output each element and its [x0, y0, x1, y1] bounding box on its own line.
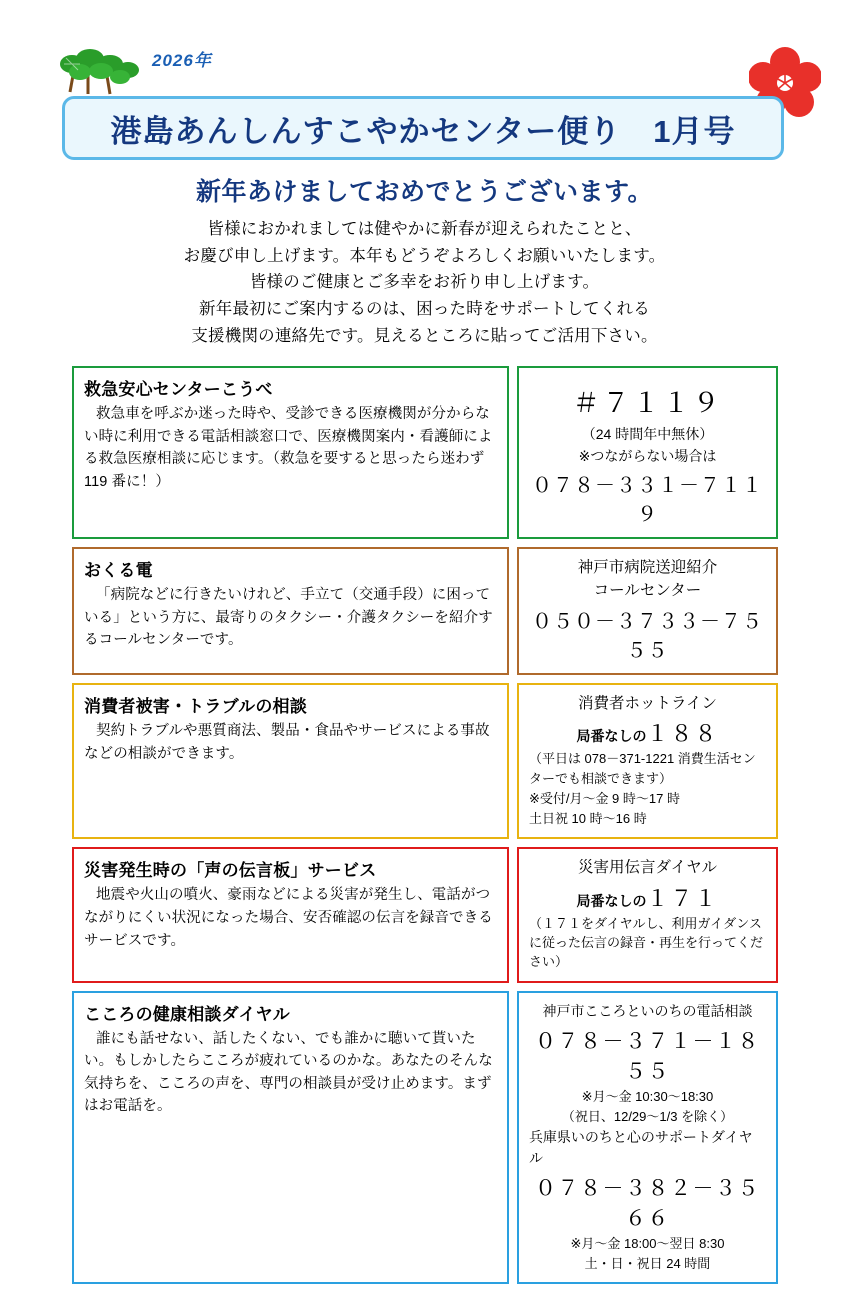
- contact-number: ０５０－３７３３－７５５５: [531, 610, 763, 662]
- pine-branch-icon: [58, 42, 148, 97]
- newsletter-title-bar: [62, 96, 784, 160]
- greeting-line: 皆様におかれましては健やかに新春が迎えられたことと、: [207, 220, 642, 238]
- greeting-line: 支援機関の連絡先です。見えるところに貼ってご活用下さい。: [191, 326, 658, 345]
- service-contact-cell: [517, 991, 778, 1285]
- service-description-cell: [72, 847, 509, 982]
- service-title: おくる電: [84, 561, 153, 580]
- hotline-number: １７１: [646, 885, 719, 911]
- greeting-section: [0, 172, 849, 350]
- contact-table: [72, 366, 778, 1292]
- service-description-cell: [72, 366, 509, 539]
- service-description-cell: [72, 683, 509, 839]
- contact-note: 土日祝 10 時～16 時: [528, 811, 647, 827]
- service-title: 救急安心センターこうべ: [84, 380, 273, 399]
- contact-number: ０７８－３７１－１８５５: [534, 1029, 760, 1083]
- service-body: 地震や火山の噴火、豪雨などによる災害が発生し、電話がつながりにくい状況になった場合、安否確認の伝言を録音できるサービスです。: [84, 887, 493, 949]
- contact-note: ※月～金 18:00～翌日 8:30: [570, 1235, 725, 1251]
- table-row: [72, 547, 778, 675]
- service-body: 契約トラブルや悪質商法、製品・食品やサービスによる事故などの相談ができます。: [84, 722, 490, 762]
- hotline-row: [529, 717, 766, 748]
- service-title: 消費者被害・トラブルの相談: [84, 696, 307, 716]
- contact-heading: 消費者ホットライン: [577, 694, 717, 712]
- service-title: 災害発生時の「声の伝言板」サービス: [84, 861, 377, 881]
- service-contact-cell: [517, 547, 778, 675]
- service-contact-cell: [517, 366, 778, 539]
- table-row: [72, 991, 778, 1285]
- contact-heading: 災害用伝言ダイヤル: [577, 859, 717, 877]
- greeting-line: 新年最初にご案内するのは、困った時をサポートしてくれる: [199, 300, 650, 319]
- service-description-cell: [72, 547, 509, 675]
- table-row: [72, 847, 778, 982]
- contact-number-alt: ０７８－３３１－７１１９: [531, 475, 763, 526]
- contact-note: （祝日、12/29～1/3 を除く）: [561, 1108, 734, 1124]
- contact-note: ※受付/月～金 9 時～17 時: [528, 790, 680, 806]
- contact-heading: 神戸市病院送迎紹介: [577, 559, 718, 576]
- hotline-label: 局番なしの: [576, 892, 647, 909]
- contact-note: ※月～金 10:30～18:30: [581, 1088, 714, 1104]
- hotline-row: [529, 882, 766, 913]
- contact-note: 土・日・祝日 24 時間: [584, 1256, 711, 1272]
- contact-note: （１７１をダイヤルし、利用ガイダンスに従った伝言の録音・再生を行ってください）: [528, 915, 763, 970]
- greeting-line: 皆様のご健康とご多幸をお祈り申し上げます。: [249, 273, 600, 292]
- service-body: 「病院などに行きたいけれど、手立て（交通手段）に困っている」という方に、最寄りのタクシー・介護タクシーを紹介するコールセンターです。: [84, 587, 493, 649]
- service-title: こころの健康相談ダイヤル: [84, 1004, 290, 1024]
- hotline-label: 局番なしの: [576, 728, 647, 745]
- issue-year: 2026年: [152, 51, 212, 70]
- contact-heading: コールセンター: [593, 582, 702, 600]
- table-row: [72, 366, 778, 539]
- contact-number: ＃７１１９: [572, 388, 723, 418]
- service-contact-cell: [517, 683, 778, 839]
- hotline-number: １８８: [646, 721, 719, 747]
- table-row: [72, 683, 778, 839]
- greeting-line: お慶び申し上げます。本年もどうぞよろしくお願いいたします。: [183, 246, 666, 265]
- contact-heading: 兵庫県いのちと心のサポートダイヤル: [528, 1128, 753, 1166]
- page-title: 港島あんしんすこやかセンター便り 1月号: [110, 113, 736, 149]
- contact-note: （24 時間年中無休）: [581, 426, 714, 442]
- greeting-headline: 新年あけましておめでとうございます。: [195, 178, 653, 206]
- service-contact-cell: [517, 847, 778, 982]
- service-description-cell: [72, 991, 509, 1285]
- contact-note: ※つながらない場合は: [578, 448, 717, 464]
- contact-note: （平日は 078－371-1221 消費生活センターでも相談できます）: [528, 751, 756, 786]
- service-body: 誰にも話せない、話したくない、でも誰かに聴いて貰いたい。もしかしたらこころが疲れているのかな。あなたのそんな気持ちを、こころの声を、専門の相談員が受け止めます。まずはお電話を。: [84, 1030, 493, 1115]
- service-body: 救急車を呼ぶか迷った時や、受診できる医療機関が分からない時に利用できる電話相談窓口で、医療機関案内・看護師による救急医療相談に応じます。（救急を要すると思ったら迷わず 119 番に！）: [84, 406, 493, 490]
- contact-heading: 神戸市こころといのちの電話相談: [542, 1002, 753, 1019]
- contact-number-alt: ０７８－３８２－３５６６: [534, 1176, 760, 1230]
